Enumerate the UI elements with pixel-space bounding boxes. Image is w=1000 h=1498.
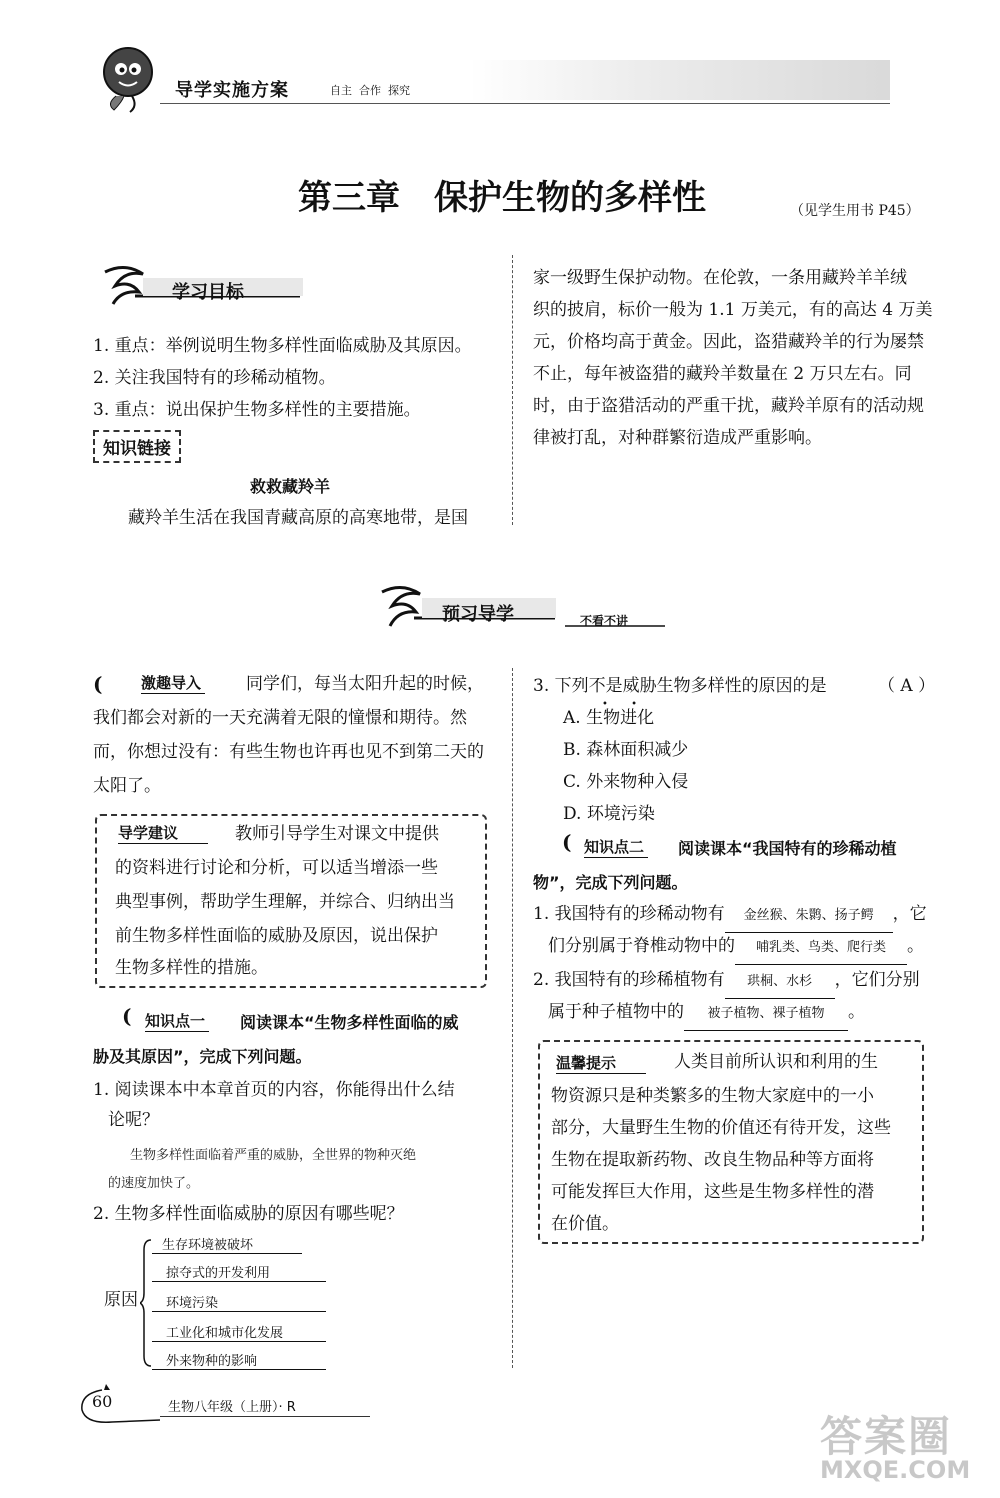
q3-option-a: A. 生物进化 [563, 708, 655, 728]
article-line-6: 律被打乱，对种群繁衍造成严重影响。 [533, 428, 822, 448]
page-number: 60 [92, 1392, 113, 1411]
footer-book: 生物八年级（上册）· R [168, 1400, 296, 1415]
point1-line-2: 胁及其原因”，完成下列问题。 [93, 1047, 312, 1066]
point2-label: 知识点二 [584, 836, 648, 858]
q1-answer-2: 的速度加快了。 [108, 1176, 200, 1191]
q2-line: 2. 生物多样性面临威胁的原因有哪些呢？ [93, 1204, 404, 1224]
guide-line-5: 生物多样性的措施。 [115, 958, 268, 978]
tip-line-3: 部分，大量野生生物的价值还有待开发，这些 [551, 1118, 891, 1138]
intro-line-4: 太阳了。 [93, 776, 161, 796]
guide-line-1: 教师引导学生对课文中提供 [235, 824, 439, 844]
q1-line-1: 1. 阅读课本中本章首页的内容，你能得出什么结 [93, 1080, 455, 1100]
intro-line-2: 我们都会对新的一天充满着无限的憧憬和期待。然 [93, 708, 467, 728]
header-title: 导学实施方案 [175, 80, 289, 101]
p2-a2 [533, 964, 920, 999]
goal-item-3: 3. 重点：说出保护生物多样性的主要措施。 [93, 400, 421, 420]
point1-line-1: 阅读课本“生物多样性面临的威 [240, 1013, 459, 1032]
p2-a2-suffix: ，它们分别 [834, 970, 920, 990]
tip-label: 温馨提示 [556, 1052, 646, 1074]
cause-text-3: 环境污染 [152, 1292, 326, 1312]
article-line-2: 织的披肩，标价一般为 1.1 万美元，有的高达 4 万美 [533, 300, 933, 320]
guide-line-2: 的资料进行讨论和分析，可以适当增添一些 [115, 858, 438, 878]
article-text-left: 藏羚羊生活在我国青藏高原的高寒地带，是国 [128, 508, 468, 528]
cause-item-1 [152, 1234, 302, 1254]
article-line-3: 元，价格均高于黄金。因此，盗猎藏羚羊的行为屡禁 [533, 332, 924, 352]
footer-rule [160, 1416, 370, 1417]
page-number-swirl [72, 1380, 162, 1430]
article-title: 救救藏羚羊 [250, 477, 331, 496]
p2-a1b-suffix: 。 [907, 936, 924, 956]
header-subtitle: 自主 合作 探究 [330, 84, 410, 97]
article-line-5: 时，由于盗猎活动的严重干扰，藏羚羊原有的活动规 [533, 396, 924, 416]
watermark: 答案圈 [820, 1412, 953, 1461]
article-line-4: 不止，每年被盗猎的藏羚羊数量在 2 万只左右。同 [533, 364, 912, 384]
cause-text-4: 工业化和城市化发展 [152, 1322, 326, 1342]
p2-a2b-prefix: 属于种子植物中的 [548, 1002, 684, 1022]
tip-line-2: 物资源只是种类繁多的生物大家庭中的一小 [551, 1086, 874, 1106]
p2-a1 [533, 898, 927, 933]
p2-a1-fill: 金丝猴、朱鹮、扬子鳄 [725, 900, 893, 933]
goal-item-1: 1. 重点：举例说明生物多样性面临威胁及其原因。 [93, 336, 472, 356]
q3-option-c: C. 外来物种入侵 [563, 772, 689, 792]
cause-text-1: 生存环境被破坏 [152, 1234, 302, 1254]
header-band [470, 60, 890, 100]
cause-text-2: 掠夺式的开发利用 [152, 1262, 326, 1282]
point1-label: 知识点一 [145, 1010, 209, 1032]
point2-line-2: 物”，完成下列问题。 [533, 873, 688, 892]
p2-a1-suffix: ，它 [892, 904, 927, 924]
chapter-ref: （见学生用书 P45） [790, 203, 920, 219]
tip-line-1: 人类目前所认识和利用的生 [674, 1052, 878, 1072]
mascot-logo [92, 42, 162, 114]
tip-line-6: 在价值。 [551, 1214, 619, 1234]
chapter-title: 第三章 保护生物的多样性 [298, 178, 706, 218]
p2-a1b-fill: 哺乳类、鸟类、爬行类 [735, 932, 907, 965]
cause-brace [140, 1238, 152, 1368]
p2-a1b [548, 930, 924, 965]
cause-item-4 [152, 1322, 326, 1342]
intro-label: 激趣导入 [141, 672, 205, 694]
q3-emphasis-dots: • • [602, 699, 647, 710]
cause-item-5 [152, 1350, 326, 1370]
p2-a2b-fill: 被子植物、裸子植物 [684, 998, 848, 1031]
p2-a2-fill: 珙桐、水杉 [725, 966, 835, 999]
p2-a2b-suffix: 。 [848, 1002, 865, 1022]
tip-line-5: 可能发挥巨大作用，这些是生物多样性的潜 [551, 1182, 874, 1202]
preview-subheading: 不看不讲 [580, 614, 629, 628]
goals-heading: 学习目标 [172, 282, 244, 303]
q3-question: 3. 下列不是威胁生物多样性的原因的是 [533, 676, 827, 696]
intro-line-3: 而，你想过没有：有些生物也许再也见不到第二天的 [93, 742, 484, 762]
q3-option-d: D. 环境污染 [563, 804, 655, 824]
p2-a1-prefix: 1. 我国特有的珍稀动物有 [533, 904, 725, 924]
q3-answer: （ A ） [878, 676, 936, 696]
cause-label: 原因 [104, 1290, 138, 1310]
cause-item-3 [152, 1292, 326, 1312]
point2-line-1: 阅读课本“我国特有的珍稀动植 [678, 839, 897, 858]
header-rule [160, 103, 890, 104]
column-divider-bottom [512, 668, 513, 1368]
article-line-1: 家一级野生保护动物。在伦敦，一条用藏羚羊羊绒 [533, 268, 907, 288]
point1-paren: ( [122, 1004, 132, 1028]
cause-item-2 [152, 1262, 326, 1282]
guide-line-4: 前生物多样性面临的威胁及原因，说出保护 [115, 926, 438, 946]
p2-a2b [548, 996, 865, 1031]
guide-label: 导学建议 [118, 822, 208, 844]
preview-heading: 预习导学 [442, 604, 514, 625]
q1-line-2: 论呢？ [108, 1110, 159, 1130]
q3-option-b: B. 森林面积减少 [563, 740, 689, 760]
column-divider-top [512, 255, 513, 525]
guide-line-3: 典型事例，帮助学生理解，并综合、归纳出当 [115, 892, 455, 912]
cause-text-5: 外来物种的影响 [152, 1350, 326, 1370]
q1-answer-1: 生物多样性面临着严重的威胁，全世界的物种灭绝 [130, 1148, 417, 1163]
knowledge-link-label: 知识链接 [93, 430, 181, 463]
point2-paren: ( [562, 830, 572, 854]
p2-a1b-prefix: 们分别属于脊椎动物中的 [548, 936, 735, 956]
goal-item-2: 2. 关注我国特有的珍稀动植物。 [93, 368, 336, 388]
intro-line-1: 同学们，每当太阳升起的时候， [246, 674, 484, 694]
tip-line-4: 生物在提取新药物、改良生物品种等方面将 [551, 1150, 874, 1170]
p2-a2-prefix: 2. 我国特有的珍稀植物有 [533, 970, 725, 990]
watermark-url: MXQE.COM [820, 1456, 971, 1484]
